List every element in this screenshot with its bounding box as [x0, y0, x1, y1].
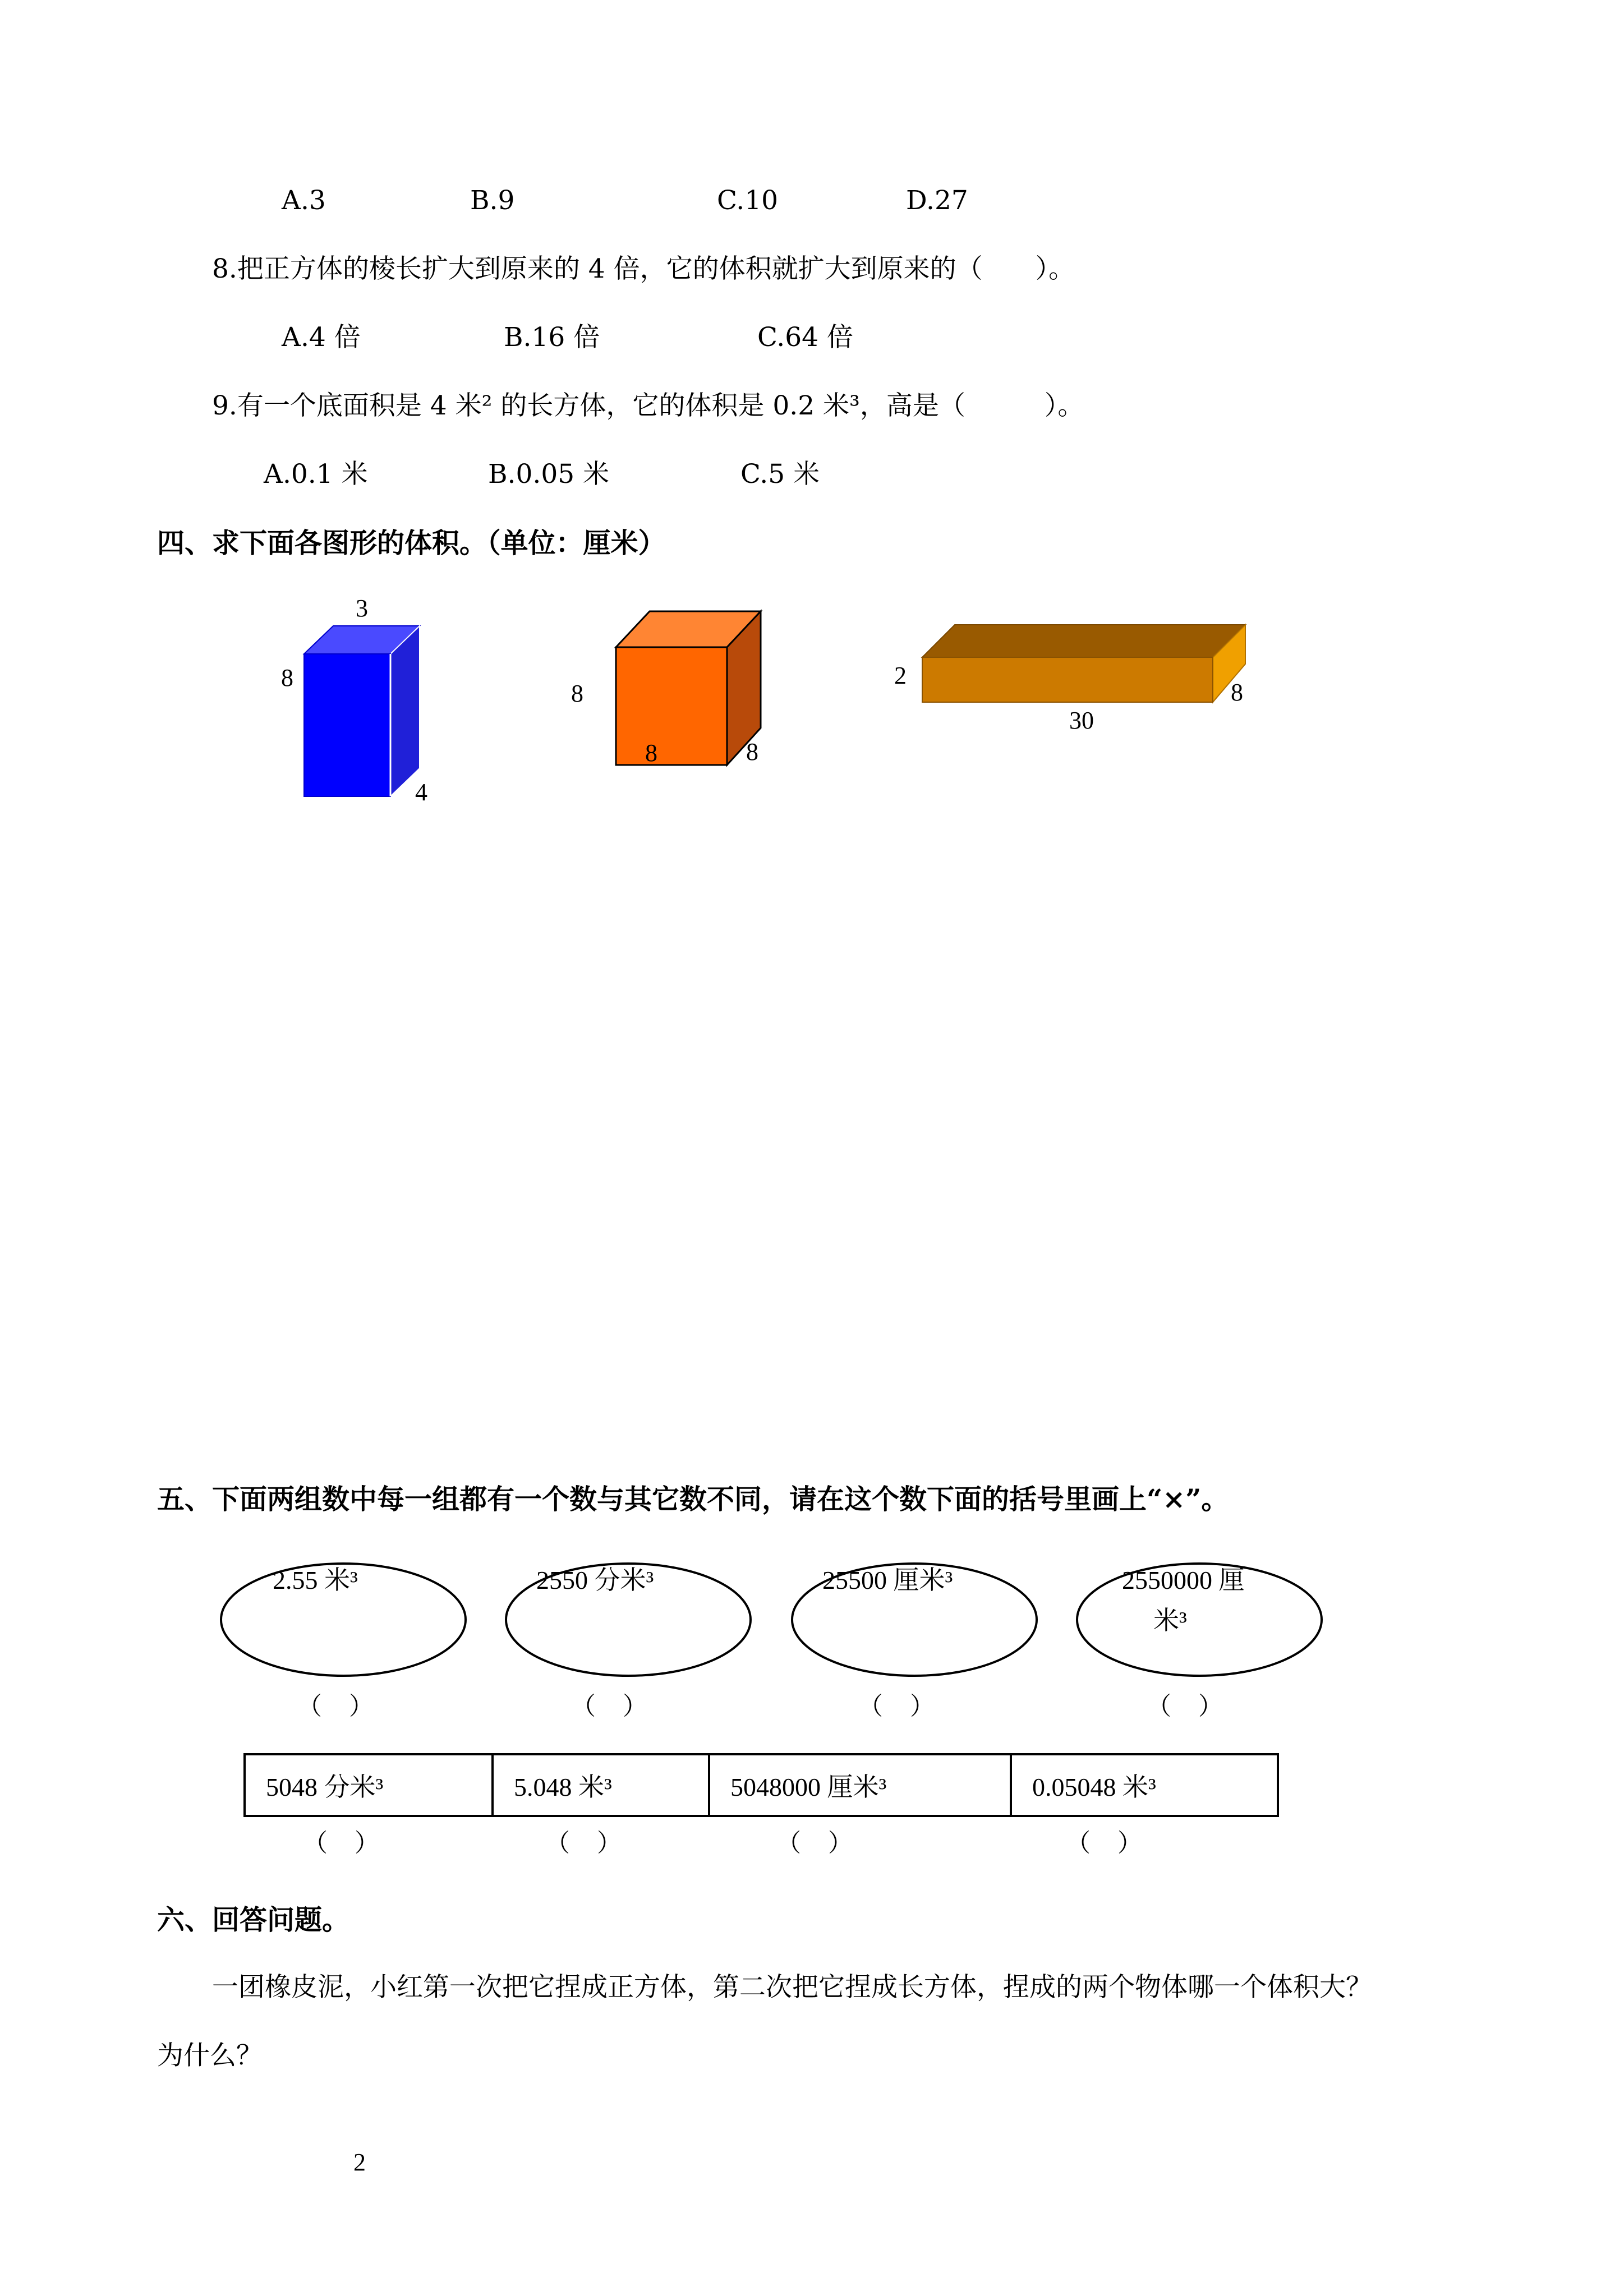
brown-slab-figure	[918, 621, 1249, 706]
blue-cuboid-front	[304, 654, 390, 796]
ellipse-4-text-line2: 米³	[1153, 1606, 1187, 1635]
answer-paren-2-1[interactable]: （ ）	[303, 1829, 380, 1857]
brown-slab-left-label: 2	[894, 662, 907, 689]
orange-cube-figure	[613, 608, 764, 771]
orange-cube-front	[616, 647, 727, 765]
group2-cell-1: 5048 分米³	[245, 1754, 493, 1816]
q7-option-c: C.10	[717, 185, 779, 216]
ellipse-1-text: 2.55 米³	[273, 1566, 358, 1594]
blue-cuboid-left-label: 8	[281, 664, 293, 691]
orange-cube-bottom-label: 8	[645, 739, 657, 767]
q8-option-c: C.64 倍	[757, 322, 853, 353]
group2-cell-4: 0.05048 米³	[1011, 1754, 1278, 1816]
answer-paren-1-2[interactable]: （ ）	[571, 1692, 648, 1721]
brown-slab-front	[922, 657, 1213, 702]
blue-cuboid-side	[390, 626, 420, 796]
q7-option-a: A.3	[282, 185, 326, 216]
group2-cell-2: 5.048 米³	[493, 1754, 709, 1816]
section-6-question-line2: 为什么？	[157, 2040, 263, 2071]
ellipse-2-text: 2550 分米³	[536, 1566, 654, 1594]
ellipse-4-text-line1: 2550000 厘	[1122, 1566, 1245, 1594]
q8-option-b: B.16 倍	[504, 322, 600, 353]
blue-cuboid-figure	[297, 623, 426, 802]
page-number: 2	[353, 2149, 366, 2176]
answer-paren-2-2[interactable]: （ ）	[545, 1829, 623, 1857]
section-4-title: 四、求下面各图形的体积。（单位：厘米）	[157, 527, 666, 559]
question-9: 9.有一个底面积是 4 米² 的长方体，它的体积是 0.2 米³，高是（ ）。	[212, 390, 1084, 421]
orange-cube-right-label: 8	[746, 738, 758, 766]
answer-paren-1-3[interactable]: （ ）	[858, 1692, 936, 1721]
q9-option-a: A.0.1 米	[264, 459, 368, 490]
orange-cube-left-label: 8	[571, 680, 583, 707]
brown-slab-top	[922, 625, 1245, 657]
brown-slab-right-label: 8	[1231, 679, 1243, 706]
q7-option-b: B.9	[470, 185, 515, 216]
group2-cell-3: 5048000 厘米³	[709, 1754, 1011, 1816]
section-6-title: 六、回答问题。	[157, 1903, 350, 1936]
q9-option-c: C.5 米	[740, 459, 820, 490]
answer-paren-1-1[interactable]: （ ）	[297, 1692, 375, 1721]
q9-option-b: B.0.05 米	[488, 459, 610, 490]
q7-option-d: D.27	[906, 185, 968, 216]
answer-paren-1-4[interactable]: （ ）	[1147, 1692, 1224, 1721]
ellipse-3-text: 25500 厘米³	[822, 1566, 953, 1594]
number-group-2-table	[243, 1753, 1279, 1817]
blue-cuboid-right-label: 4	[415, 778, 427, 806]
q8-option-a: A.4 倍	[282, 322, 361, 353]
section-5-title: 五、下面两组数中每一组都有一个数与其它数不同，请在这个数下面的括号里画上“×”。	[157, 1483, 1229, 1515]
answer-paren-2-3[interactable]: （ ）	[776, 1829, 854, 1857]
blue-cuboid-top-label: 3	[356, 594, 368, 622]
section-6-question-line1: 一团橡皮泥，小红第一次把它捏成正方体，第二次把它捏成长方体，捏成的两个物体哪一个体积大？	[212, 1972, 1372, 2003]
answer-paren-2-4[interactable]: （ ）	[1066, 1829, 1143, 1857]
question-8: 8.把正方体的棱长扩大到原来的 4 倍，它的体积就扩大到原来的（ ）。	[212, 253, 1075, 284]
brown-slab-bottom-label: 30	[1069, 707, 1094, 734]
